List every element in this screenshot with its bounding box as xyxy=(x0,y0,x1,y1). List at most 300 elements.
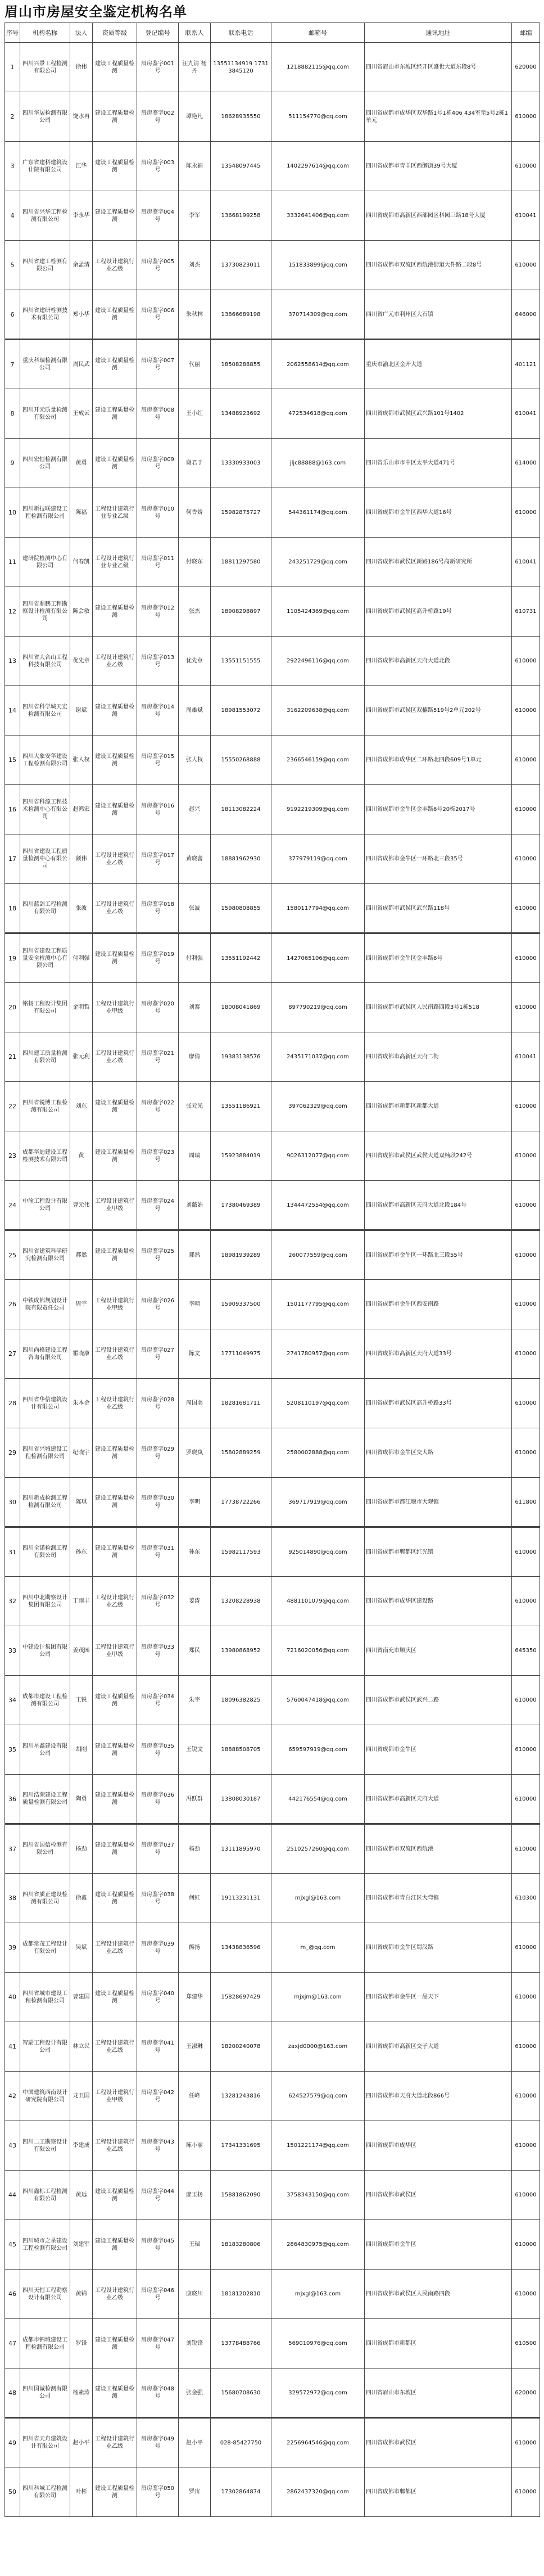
zip-cell: 610000 xyxy=(512,785,540,834)
phone-cell: 15980808855 xyxy=(211,884,271,933)
zip-cell: 610000 xyxy=(512,1329,540,1379)
zip-cell: 610000 xyxy=(512,1577,540,1626)
qualification-cell: 建设工程质量检测 xyxy=(93,1874,137,1923)
email-link[interactable]: 3332641406@qq.com xyxy=(287,213,349,219)
phone-cell: 13866689198 xyxy=(211,290,271,340)
phone-cell: 13111895970 xyxy=(211,1824,271,1874)
zip-cell: 610000 xyxy=(512,1775,540,1824)
contact-person-cell: 黄晓蕾 xyxy=(179,834,211,884)
phone-cell: 17711049975 xyxy=(211,1329,271,1379)
address-cell: 四川省成都市天府大道北段866号 xyxy=(365,2072,512,2121)
email-cell xyxy=(271,1082,365,1131)
table-row xyxy=(5,1676,540,1725)
legal-person-cell: 颜伟 xyxy=(70,834,93,884)
header-qual: 资质等级 xyxy=(93,23,137,43)
email-link[interactable]: 260077559@qq.com xyxy=(288,1252,347,1258)
seq-cell: 5 xyxy=(5,241,20,290)
legal-person-cell: 付利强 xyxy=(70,933,93,983)
email-link[interactable]: 1344472554@qq.com xyxy=(287,1202,349,1208)
address-cell: 四川省成都市成华区建设路 xyxy=(365,1577,512,1626)
registration-cell: 眉房鉴字041号 xyxy=(137,2022,179,2072)
email-link[interactable]: jljc88888@163.com xyxy=(289,460,346,466)
qualification-cell: 工程设计建筑行业专业乙级 xyxy=(93,538,137,587)
address-cell: 四川省成都市高新区交子大道 xyxy=(365,2022,512,2072)
zip-cell: 610000 xyxy=(512,736,540,785)
table-row xyxy=(5,389,540,439)
registration-cell: 眉房鉴字004号 xyxy=(137,191,179,241)
email-link[interactable]: 511154770@qq.com xyxy=(288,114,347,120)
zip-cell: 610041 xyxy=(512,538,540,587)
contact-person-cell: 王淑琳 xyxy=(179,2022,211,2072)
phone-cell: 18113082224 xyxy=(211,785,271,834)
org-name-cell: 四川省科学城天宏检测有限公司 xyxy=(20,686,70,736)
email-cell xyxy=(271,2319,365,2369)
legal-person-cell: 杨素涛 xyxy=(70,2369,93,2418)
address-cell: 四川省成都市郫都区 xyxy=(365,2467,512,2517)
zip-cell: 610000 xyxy=(512,1082,540,1131)
phone-cell: 18281681711 xyxy=(211,1379,271,1428)
seq-cell: 38 xyxy=(5,1874,20,1923)
phone-cell: 13668199258 xyxy=(211,191,271,241)
email-link[interactable]: 1501177795@qq.com xyxy=(287,1301,349,1307)
address-cell: 四川省成都市金牛区西华大道16号 xyxy=(365,488,512,538)
zip-cell: 610000 xyxy=(512,2022,540,2072)
zip-cell: 610000 xyxy=(512,488,540,538)
seq-cell: 6 xyxy=(5,290,20,340)
phone-cell: 18508288855 xyxy=(211,340,271,389)
contact-person-cell: 付利强 xyxy=(179,933,211,983)
address-cell: 四川省成都市武侯区 xyxy=(365,2418,512,2467)
table-row xyxy=(5,1725,540,1775)
contact-person-cell: 何虹 xyxy=(179,1874,211,1923)
email-link[interactable]: 897790219@qq.com xyxy=(288,1004,347,1010)
phone-cell: 13281243816 xyxy=(211,2072,271,2121)
table-row xyxy=(5,290,540,340)
qualification-cell: 建设工程质量检测 xyxy=(93,340,137,389)
zip-cell: 610000 xyxy=(512,1131,540,1181)
address-cell: 四川省成都市新都区 xyxy=(365,2319,512,2369)
email-link[interactable]: 925014890@qq.com xyxy=(288,1549,347,1555)
org-name-cell: 四川省建设工程质量安全检测中心有限公司 xyxy=(20,933,70,983)
table-row xyxy=(5,2220,540,2270)
legal-person-cell: 李建成 xyxy=(70,2121,93,2171)
qualification-cell: 建设工程质量检测 xyxy=(93,587,137,637)
legal-person-cell: 周民武 xyxy=(70,340,93,389)
phone-cell: 13438836596 xyxy=(211,1923,271,1973)
email-cell xyxy=(271,2467,365,2517)
email-link[interactable]: 1105424369@qq.com xyxy=(287,608,349,615)
address-cell: 四川省成都市武侯区人民南路四段3号1栋518 xyxy=(365,983,512,1032)
legal-person-cell: 赵小平 xyxy=(70,2418,93,2467)
table-row xyxy=(5,1082,540,1131)
zip-cell: 610000 xyxy=(512,1527,540,1577)
legal-person-cell: 李永华 xyxy=(70,191,93,241)
table-row xyxy=(5,637,540,686)
zip-cell: 614000 xyxy=(512,439,540,488)
email-link[interactable]: 9192219309@qq.com xyxy=(287,806,349,813)
registration-cell: 眉房鉴字027号 xyxy=(137,1329,179,1379)
table-row xyxy=(5,1478,540,1527)
zip-cell: 610000 xyxy=(512,1379,540,1428)
phone-cell: 13980868952 xyxy=(211,1626,271,1676)
legal-person-cell: 叶彬 xyxy=(70,2467,93,2517)
registration-cell: 眉房鉴字044号 xyxy=(137,2171,179,2220)
email-link[interactable]: 1218882115@qq.com xyxy=(287,64,349,70)
email-cell xyxy=(271,2369,365,2418)
address-cell: 四川省成都市武侯区高升桥路33号 xyxy=(365,1379,512,1428)
registration-cell: 眉房鉴字035号 xyxy=(137,1725,179,1775)
phone-cell: 13808030187 xyxy=(211,1775,271,1824)
legal-person-cell: 张元利 xyxy=(70,1032,93,1082)
email-link[interactable]: 243251729@qq.com xyxy=(288,559,347,565)
address-cell: 四川省成都市武侯区 xyxy=(365,2171,512,2220)
email-cell xyxy=(271,1824,365,1874)
email-link[interactable]: 544361174@qq.com xyxy=(288,509,347,516)
contact-person-cell: 姜涛 xyxy=(179,1577,211,1626)
phone-cell: 18908298897 xyxy=(211,587,271,637)
seq-cell: 29 xyxy=(5,1428,20,1478)
registration-cell: 眉房鉴字030号 xyxy=(137,1478,179,1527)
org-name-cell: 中国建筑西南设计研究院有限公司 xyxy=(20,2072,70,2121)
email-cell xyxy=(271,439,365,488)
org-name-cell: 成都华迪建设工程检测技术有限公司 xyxy=(20,1131,70,1181)
org-name-cell: 四川省锐博工程检测有限公司 xyxy=(20,1082,70,1131)
zip-cell: 610300 xyxy=(512,1874,540,1923)
registration-cell: 眉房鉴字043号 xyxy=(137,2121,179,2171)
seq-cell: 9 xyxy=(5,439,20,488)
registration-cell: 眉房鉴字019号 xyxy=(137,933,179,983)
org-name-cell: 四川开元质量检测有限公司 xyxy=(20,389,70,439)
seq-cell: 14 xyxy=(5,686,20,736)
registration-cell: 眉房鉴字033号 xyxy=(137,1626,179,1676)
seq-cell: 32 xyxy=(5,1577,20,1626)
email-link[interactable]: 2510257260@qq.com xyxy=(287,1846,349,1852)
table-row xyxy=(5,587,540,637)
org-name-cell: 四川省天舟建筑设计有限公司 xyxy=(20,2418,70,2467)
email-cell xyxy=(271,1626,365,1676)
contact-person-cell: 王小红 xyxy=(179,389,211,439)
qualification-cell: 建设工程质量检测 xyxy=(93,1527,137,1577)
contact-person-cell: 周瑞 xyxy=(179,1131,211,1181)
table-row xyxy=(5,2270,540,2319)
phone-cell: 13548097445 xyxy=(211,142,271,191)
legal-person-cell: 余孟清 xyxy=(70,241,93,290)
legal-person-cell: 刘东 xyxy=(70,1082,93,1131)
contact-person-cell: 何香娇 xyxy=(179,488,211,538)
table-row xyxy=(5,983,540,1032)
qualification-cell: 建设工程质量检测 xyxy=(93,1082,137,1131)
address-cell: 四川省成都市金牛区蜀汉路 xyxy=(365,1923,512,1973)
email-link[interactable]: 5760047418@qq.com xyxy=(287,1697,349,1703)
org-name-cell: 四川华居检测有限公司 xyxy=(20,92,70,142)
phone-cell: 15680708630 xyxy=(211,2369,271,2418)
registration-cell: 眉房鉴字046号 xyxy=(137,2270,179,2319)
table-row xyxy=(5,2072,540,2121)
seq-cell: 39 xyxy=(5,1923,20,1973)
email-link[interactable]: 2256964546@qq.com xyxy=(287,2439,349,2446)
qualification-cell: 建设工程质量检测 xyxy=(93,2467,137,2517)
contact-person-cell: 张杰 xyxy=(179,587,211,637)
email-link[interactable]: 1501221174@qq.com xyxy=(287,2142,349,2149)
qualification-cell: 建设工程质量检测 xyxy=(93,686,137,736)
phone-cell: 15982875727 xyxy=(211,488,271,538)
zip-cell: 610041 xyxy=(512,389,540,439)
address-cell: 四川省成都市新都区新都大道 xyxy=(365,1082,512,1131)
contact-person-cell: 李军 xyxy=(179,191,211,241)
legal-person-cell: 郑小华 xyxy=(70,290,93,340)
table-row xyxy=(5,1577,540,1626)
email-cell xyxy=(271,2022,365,2072)
registration-cell: 眉房鉴字042号 xyxy=(137,2072,179,2121)
email-link[interactable]: 7216020056@qq.com xyxy=(287,1648,349,1654)
email-link[interactable]: 2741780957@qq.com xyxy=(287,1351,349,1357)
table-row xyxy=(5,241,540,290)
org-name-cell: 四川省城市建设工程检测有限公司 xyxy=(20,1973,70,2022)
zip-cell: 610000 xyxy=(512,1923,540,1973)
qualification-cell: 工程设计建筑行业甲级 xyxy=(93,983,137,1032)
qualification-cell: 工程设计建筑行业乙级 xyxy=(93,834,137,884)
address-cell: 四川省成都市金牛区一品天下 xyxy=(365,1973,512,2022)
email-cell xyxy=(271,884,365,933)
registration-cell: 眉房鉴字003号 xyxy=(137,142,179,191)
email-link[interactable]: 4881101079@qq.com xyxy=(287,1598,349,1604)
email-cell xyxy=(271,1428,365,1478)
registration-cell: 眉房鉴字038号 xyxy=(137,1874,179,1923)
email-cell xyxy=(271,1131,365,1181)
email-link[interactable]: 3758343150@qq.com xyxy=(287,2192,349,2198)
zip-cell: 610000 xyxy=(512,92,540,142)
address-cell: 四川省成都市金牛区一环路北三段35号 xyxy=(365,834,512,884)
registration-cell: 眉房鉴字036号 xyxy=(137,1775,179,1824)
legal-person-cell: 孙东 xyxy=(70,1527,93,1577)
email-link[interactable]: m_@qq.com xyxy=(300,1945,336,1951)
registration-cell: 眉房鉴字016号 xyxy=(137,785,179,834)
legal-person-cell: 吴斌 xyxy=(70,1923,93,1973)
email-link[interactable]: 2062558614@qq.com xyxy=(287,361,349,368)
seq-cell: 15 xyxy=(5,736,20,785)
email-link[interactable]: 2435171037@qq.com xyxy=(287,1054,349,1060)
email-link[interactable]: 370714309@qq.com xyxy=(288,311,347,318)
phone-cell: 13330933003 xyxy=(211,439,271,488)
legal-person-cell: 赵鸿宏 xyxy=(70,785,93,834)
email-link[interactable]: 2862437320@qq.com xyxy=(287,2489,349,2495)
registration-cell: 眉房鉴字048号 xyxy=(137,2369,179,2418)
seq-cell: 8 xyxy=(5,389,20,439)
address-cell: 四川省成都市金牛区金丰路6号 xyxy=(365,933,512,983)
registration-cell: 眉房鉴字011号 xyxy=(137,538,179,587)
agency-table-wrapper xyxy=(4,22,540,2517)
address-cell: 四川省成都市武侯区双楠路519号2单元202号 xyxy=(365,686,512,736)
legal-person-cell: 徐鑫 xyxy=(70,1874,93,1923)
registration-cell: 眉房鉴字026号 xyxy=(137,1280,179,1329)
table-row xyxy=(5,2418,540,2467)
email-link[interactable]: 2864830975@qq.com xyxy=(287,2241,349,2248)
registration-cell: 眉房鉴字010号 xyxy=(137,488,179,538)
email-cell xyxy=(271,1329,365,1379)
email-link[interactable]: mjxgl@163.com xyxy=(294,1895,341,1901)
email-link[interactable]: 1580117794@qq.com xyxy=(287,905,349,912)
address-cell: 四川省广元市利州区大石镇 xyxy=(365,290,512,340)
zip-cell: 610000 xyxy=(512,2072,540,2121)
contact-person-cell: 赵小平 xyxy=(179,2418,211,2467)
registration-cell: 眉房鉴字005号 xyxy=(137,241,179,290)
address-cell: 四川省成都市武侯区武兴二路 xyxy=(365,1676,512,1725)
zip-cell: 610000 xyxy=(512,1824,540,1874)
legal-person-cell: 黄勇 xyxy=(70,439,93,488)
email-link[interactable]: 659597919@qq.com xyxy=(288,1747,347,1753)
registration-cell: 眉房鉴字045号 xyxy=(137,2220,179,2270)
seq-cell: 40 xyxy=(5,1973,20,2022)
email-cell xyxy=(271,785,365,834)
legal-person-cell: 黄锦 xyxy=(70,2270,93,2319)
legal-person-cell: 刘建军 xyxy=(70,2220,93,2270)
registration-cell: 眉房鉴字029号 xyxy=(137,1428,179,1478)
legal-person-cell: 纪晓宇 xyxy=(70,1428,93,1478)
contact-person-cell: 陈文 xyxy=(179,1329,211,1379)
email-link[interactable]: 2580002888@qq.com xyxy=(287,1450,349,1456)
table-row xyxy=(5,1527,540,1577)
seq-cell: 47 xyxy=(5,2319,20,2369)
email-link[interactable]: mjxgl@163.com xyxy=(294,2291,341,2297)
email-link[interactable]: mjxjm@163.com xyxy=(294,1994,342,2000)
address-cell: 四川省成都市成华区 xyxy=(365,2121,512,2171)
zip-cell: 610041 xyxy=(512,191,540,241)
table-row xyxy=(5,43,540,92)
email-link[interactable]: 329572972@qq.com xyxy=(288,2389,347,2396)
org-name-cell: 成都常茂工程设计有限公司 xyxy=(20,1923,70,1973)
org-name-cell: 四川建工质量检测有限公司 xyxy=(20,1032,70,1082)
email-cell xyxy=(271,933,365,983)
email-cell xyxy=(271,2270,365,2319)
org-name-cell: 四川浩荣建设工程质量检测有限公司 xyxy=(20,1775,70,1824)
email-cell xyxy=(271,1775,365,1824)
table-row xyxy=(5,2369,540,2418)
zip-cell: 610000 xyxy=(512,1725,540,1775)
table-row xyxy=(5,191,540,241)
zip-cell: 646000 xyxy=(512,290,540,340)
contact-person-cell: 赵兴 xyxy=(179,785,211,834)
email-cell xyxy=(271,1923,365,1973)
registration-cell: 眉房鉴字007号 xyxy=(137,340,179,389)
table-row xyxy=(5,2171,540,2220)
org-name-cell: 四川省鼎鹏工程勘察设计检测有限公司 xyxy=(20,587,70,637)
table-row xyxy=(5,884,540,933)
zip-cell: 610500 xyxy=(512,2319,540,2369)
email-cell xyxy=(271,92,365,142)
address-cell: 四川省成都市武侯区人民南路四段 xyxy=(365,2270,512,2319)
seq-cell: 23 xyxy=(5,1131,20,1181)
email-link[interactable]: 2922496116@qq.com xyxy=(287,658,349,664)
email-link[interactable]: 2366546159@qq.com xyxy=(287,757,349,763)
legal-person-cell: 朱本金 xyxy=(70,1379,93,1428)
email-link[interactable]: 369717919@qq.com xyxy=(288,1499,347,1505)
legal-person-cell: 周宇 xyxy=(70,1280,93,1329)
qualification-cell: 工程设计建筑行业乙级 xyxy=(93,1032,137,1082)
email-cell xyxy=(271,1577,365,1626)
contact-person-cell: 付晓东 xyxy=(179,538,211,587)
contact-person-cell: 冯跃群 xyxy=(179,1775,211,1824)
qualification-cell: 工程设计建筑行业甲级 xyxy=(93,2072,137,2121)
header-email: 邮箱号 xyxy=(271,23,365,43)
zip-cell: 610731 xyxy=(512,587,540,637)
table-header-row xyxy=(5,23,540,43)
org-name-cell: 智励工程设计有限公司 xyxy=(20,2022,70,2072)
address-cell: 四川省成都市成华区双华路1号1栋406 434室至5号2栋1单元 xyxy=(365,92,512,142)
zip-cell: 610000 xyxy=(512,1676,540,1725)
email-link[interactable]: 569010976@qq.com xyxy=(288,2340,347,2347)
org-name-cell: 四川省建工检测有限公司 xyxy=(20,241,70,290)
header-org: 机构名称 xyxy=(20,23,70,43)
org-name-cell: 四川城市之星建设工程检测有限公司 xyxy=(20,2220,70,2270)
email-link[interactable]: zaxjd0000@163.com xyxy=(288,2043,348,2050)
zip-cell: 610000 xyxy=(512,1973,540,2022)
zip-cell: 610000 xyxy=(512,142,540,191)
contact-person-cell: 孙东 xyxy=(179,1527,211,1577)
address-cell: 四川省成都市高新区天府大道 xyxy=(365,1775,512,1824)
phone-cell: 18008041869 xyxy=(211,983,271,1032)
email-link[interactable]: 5208110197@qq.com xyxy=(287,1400,349,1406)
registration-cell: 眉房鉴字032号 xyxy=(137,1577,179,1626)
address-cell: 四川省成都市武侯区武侯大道双楠段242号 xyxy=(365,1131,512,1181)
email-cell xyxy=(271,2072,365,2121)
registration-cell: 眉房鉴字002号 xyxy=(137,92,179,142)
email-link[interactable]: 1402297614@qq.com xyxy=(287,163,349,169)
seq-cell: 21 xyxy=(5,1032,20,1082)
contact-person-cell: 廖玉扬 xyxy=(179,2171,211,2220)
email-link[interactable]: 472534618@qq.com xyxy=(288,410,347,417)
qualification-cell: 建设工程质量检测 xyxy=(93,736,137,785)
email-link[interactable]: 3162209638@qq.com xyxy=(287,707,349,714)
table-row xyxy=(5,142,540,191)
org-name-cell: 四川中北勘察设计集团有限公司 xyxy=(20,1577,70,1626)
email-link[interactable]: 442176554@qq.com xyxy=(288,1795,347,1802)
table-row xyxy=(5,1379,540,1428)
email-cell xyxy=(271,488,365,538)
table-row xyxy=(5,340,540,389)
email-link[interactable]: 151833899@qq.com xyxy=(288,262,347,268)
org-name-cell: 重庆科瑞检测有限公司 xyxy=(20,340,70,389)
qualification-cell: 建设工程质量检测 xyxy=(93,1676,137,1725)
email-link[interactable]: 9026312077@qq.com xyxy=(287,1153,349,1159)
header-address: 通讯地址 xyxy=(365,23,512,43)
registration-cell: 眉房鉴字009号 xyxy=(137,439,179,488)
phone-cell: 18881962930 xyxy=(211,834,271,884)
email-link[interactable]: 377979119@qq.com xyxy=(288,856,347,862)
seq-cell: 42 xyxy=(5,2072,20,2121)
email-link[interactable]: 624527579@qq.com xyxy=(288,2093,347,2099)
legal-person-cell: 金明哲 xyxy=(70,983,93,1032)
seq-cell: 22 xyxy=(5,1082,20,1131)
legal-person-cell: 杨劲 xyxy=(70,1824,93,1874)
contact-person-cell: 刘薇娟 xyxy=(179,1181,211,1230)
zip-cell: 610041 xyxy=(512,1032,540,1082)
org-name-cell: 四川天恒工程勘察设计有限公司 xyxy=(20,2270,70,2319)
email-link[interactable]: 1427065106@qq.com xyxy=(287,955,349,962)
seq-cell: 31 xyxy=(5,1527,20,1577)
org-name-cell: 四川星鑫建设有限公司 xyxy=(20,1725,70,1775)
seq-cell: 49 xyxy=(5,2418,20,2467)
phone-cell: 028-85427750 xyxy=(211,2418,271,2467)
contact-person-cell: 优先章 xyxy=(179,637,211,686)
address-cell: 四川省成都市双流区西航港 xyxy=(365,1824,512,1874)
legal-person-cell: 张人权 xyxy=(70,736,93,785)
contact-person-cell: 郝然 xyxy=(179,1230,211,1280)
phone-cell: 15909337500 xyxy=(211,1280,271,1329)
org-name-cell: 四川省兴华工程检测有限公司 xyxy=(20,191,70,241)
seq-cell: 34 xyxy=(5,1676,20,1725)
email-link[interactable]: 397062329@qq.com xyxy=(288,1103,347,1109)
legal-person-cell: 陈琪 xyxy=(70,1478,93,1527)
